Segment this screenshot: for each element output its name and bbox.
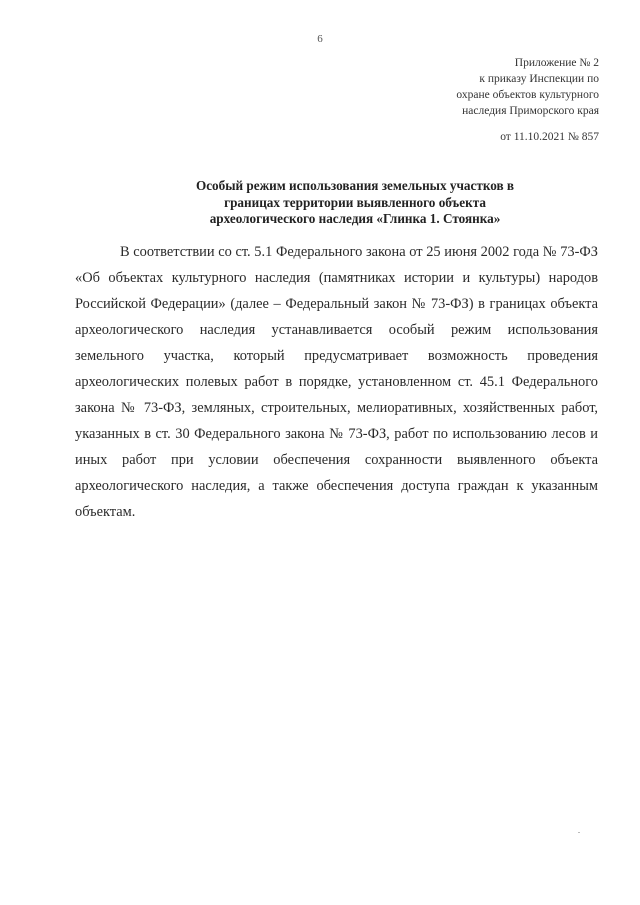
document-title: [150, 178, 560, 228]
title-line: Особый режим использования земельных участков в: [195, 178, 515, 193]
order-reference: от 11.10.2021 № 857: [500, 131, 599, 143]
title-line: границах территории выявленного объекта: [224, 194, 486, 210]
body-paragraph: В соответствии со ст. 5.1 Федерального закона от 25 июня 2002 года № 73-ФЗ «Об объектах культурного наследия (памятниках истории и культуры) народов Российской Федерации» (далее – Федеральный закон № 73-ФЗ) в границах объекта археологического наследия устанавливается особый режим использования земельного участка, который предусматривает возможность проведения археологических полевых работ в порядке, установленном ст. 45.1 Федерального закона № 73-ФЗ, земляных, строительных, мелиоративных, хозяйственных работ, указанных в ст. 30 Федерального закона № 73-ФЗ, работ по использованию лесов и иных работ при условии обеспечения сохранности выявленного объекта археологического наследия, а также обеспечения доступа граждан к указанным объектам.: [75, 244, 598, 520]
title-line: археологического наследия «Глинка 1. Стоянка»: [209, 211, 501, 226]
appendix-line: Приложение № 2: [514, 57, 599, 69]
appendix-header: [456, 55, 599, 119]
scan-artifact: [578, 832, 580, 833]
page-number: 6: [317, 33, 323, 45]
appendix-line: к приказу Инспекции по: [479, 73, 599, 85]
appendix-line: наследия Приморского края: [462, 105, 599, 117]
appendix-line: охране объектов культурного: [456, 89, 599, 101]
